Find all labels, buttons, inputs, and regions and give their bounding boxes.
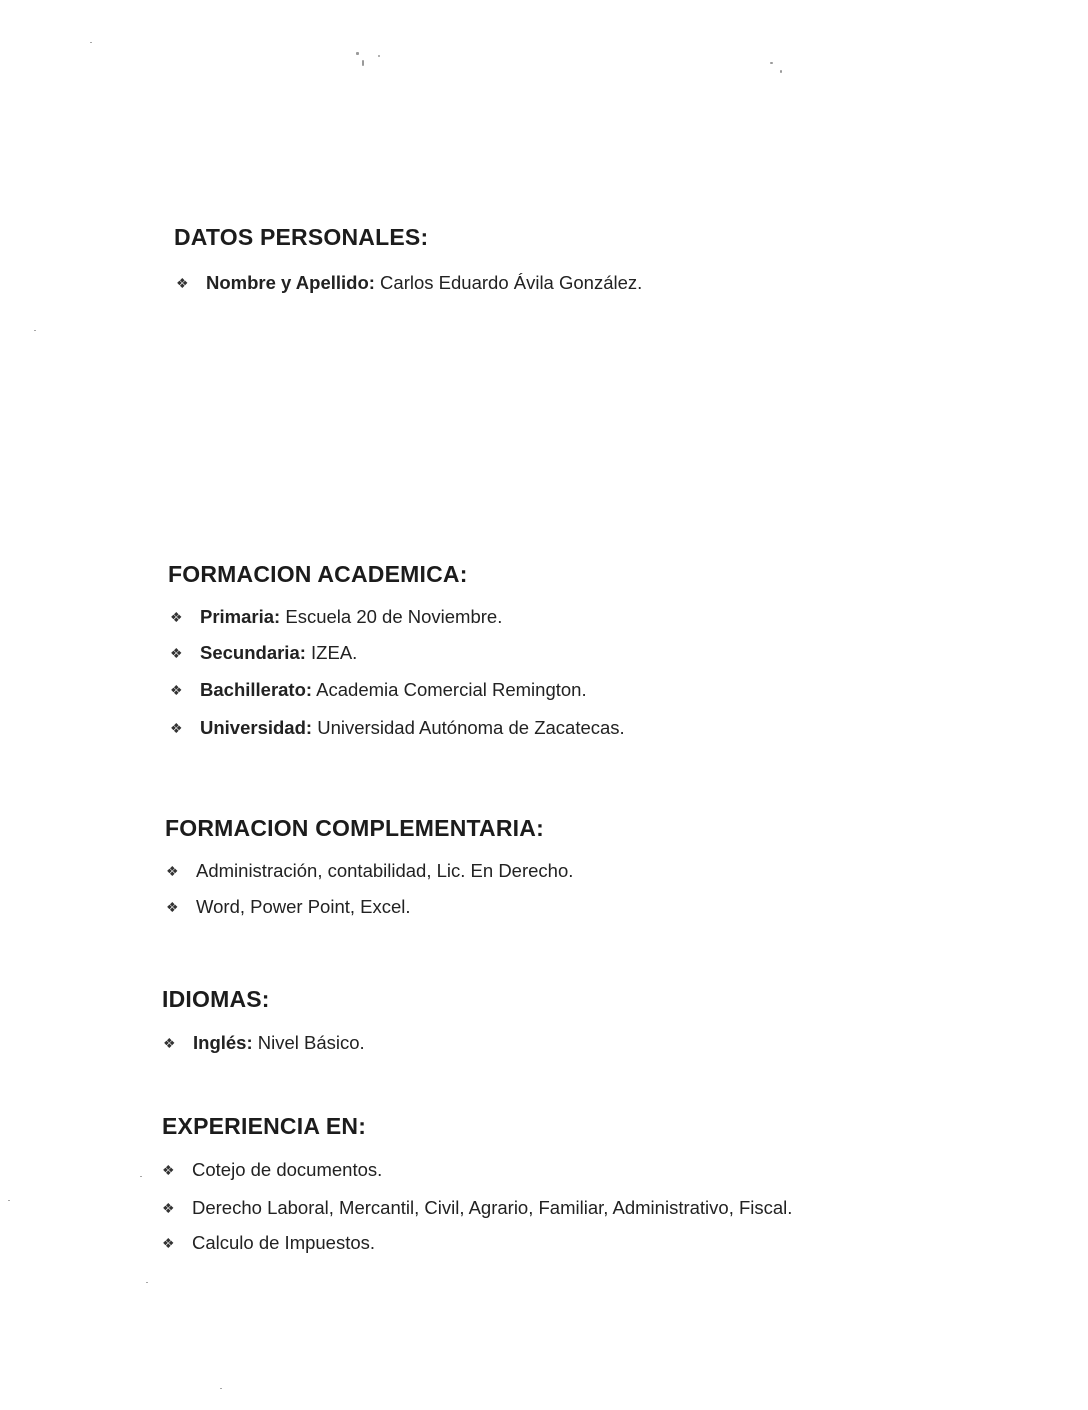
item-value: Academia Comercial Remington. <box>312 679 587 700</box>
list-item <box>176 272 642 294</box>
item-label: Nombre y Apellido: <box>206 272 375 293</box>
scan-speck <box>378 55 380 57</box>
diamond-bullet-icon: ❖ <box>162 1162 175 1178</box>
list-item <box>170 606 502 628</box>
item-value: Administración, contabilidad, Lic. En Derecho. <box>196 860 574 881</box>
scan-speck <box>362 60 364 66</box>
list-item <box>170 679 587 701</box>
diamond-bullet-icon: ❖ <box>162 1235 175 1251</box>
diamond-bullet-icon: ❖ <box>166 863 179 879</box>
item-label: Bachillerato: <box>200 679 313 700</box>
scan-speck <box>146 1282 148 1283</box>
list-item <box>162 1159 382 1181</box>
list-item <box>162 1232 375 1254</box>
item-label: Universidad: <box>200 717 313 738</box>
scan-speck <box>770 62 773 64</box>
item-value: IZEA. <box>305 642 358 663</box>
scan-speck <box>780 70 782 73</box>
section-heading-idiomas: IDIOMAS: <box>162 986 270 1012</box>
list-item <box>170 642 357 664</box>
diamond-bullet-icon: ❖ <box>162 1200 175 1216</box>
diamond-bullet-icon: ❖ <box>163 1035 176 1051</box>
diamond-bullet-icon: ❖ <box>170 645 183 661</box>
list-item <box>166 860 573 882</box>
item-value: Derecho Laboral, Mercantil, Civil, Agrario, Familiar, Administrativo, Fiscal. <box>192 1197 793 1218</box>
scan-speck <box>8 1200 10 1201</box>
list-item <box>166 896 411 918</box>
item-value: Escuela 20 de Noviembre. <box>280 606 503 627</box>
scan-speck <box>220 1388 222 1389</box>
item-label: Secundaria: <box>200 642 306 663</box>
item-label: Primaria: <box>200 606 281 627</box>
item-label: Inglés: <box>193 1032 253 1053</box>
section-heading-formacion-academica: FORMACION ACADEMICA: <box>168 561 468 587</box>
item-value: Calculo de Impuestos. <box>192 1232 376 1253</box>
item-value: Universidad Autónoma de Zacatecas. <box>312 717 625 738</box>
list-item <box>170 717 625 739</box>
diamond-bullet-icon: ❖ <box>176 275 189 291</box>
item-value: Carlos Eduardo Ávila González. <box>374 272 643 293</box>
diamond-bullet-icon: ❖ <box>170 609 183 625</box>
section-heading-experiencia-en: EXPERIENCIA EN: <box>162 1113 367 1139</box>
scan-speck <box>34 330 36 331</box>
section-heading-formacion-complementaria: FORMACION COMPLEMENTARIA: <box>165 815 544 841</box>
item-value: Nivel Básico. <box>252 1032 365 1053</box>
diamond-bullet-icon: ❖ <box>166 899 179 915</box>
item-value: Word, Power Point, Excel. <box>196 896 411 917</box>
section-heading-datos-personales: DATOS PERSONALES: <box>174 224 429 250</box>
item-value: Cotejo de documentos. <box>192 1159 383 1180</box>
scan-speck <box>356 52 359 55</box>
scan-speck <box>90 42 92 43</box>
list-item <box>162 1197 792 1219</box>
diamond-bullet-icon: ❖ <box>170 720 183 736</box>
diamond-bullet-icon: ❖ <box>170 682 183 698</box>
scan-speck <box>140 1176 142 1177</box>
list-item <box>163 1032 365 1054</box>
